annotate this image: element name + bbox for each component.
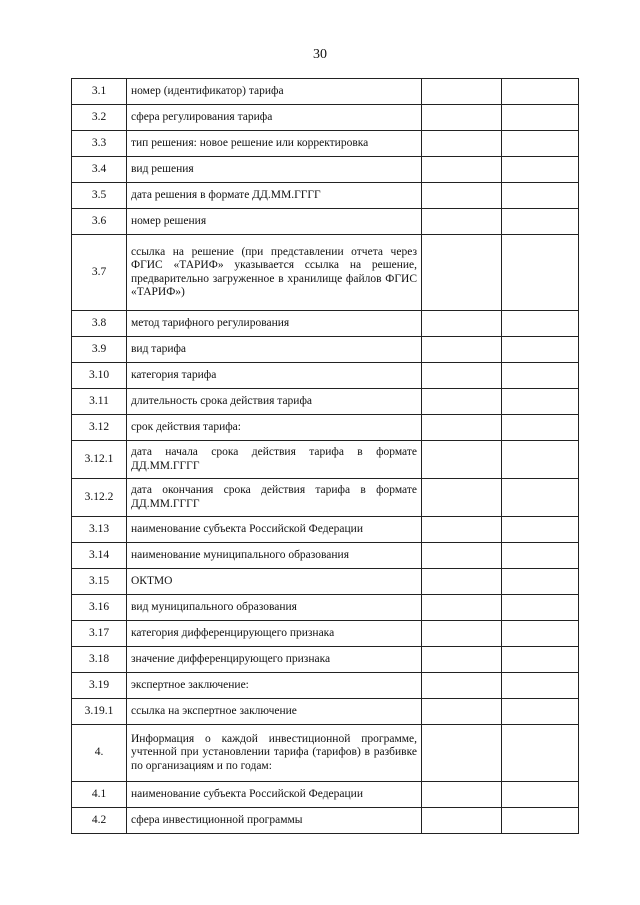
table-row <box>72 699 579 725</box>
blank-cell <box>422 389 502 415</box>
blank-cell <box>502 389 579 415</box>
blank-cell <box>422 479 502 517</box>
table-row <box>72 209 579 235</box>
row-number: 3.15 <box>72 569 127 595</box>
row-description: тип решения: новое решение или корректировка <box>127 131 422 157</box>
blank-cell <box>502 479 579 517</box>
blank-cell <box>502 157 579 183</box>
row-number: 3.4 <box>72 157 127 183</box>
blank-cell <box>422 183 502 209</box>
blank-cell <box>502 183 579 209</box>
blank-cell <box>422 808 502 834</box>
row-description: ОКТМО <box>127 569 422 595</box>
blank-cell <box>502 517 579 543</box>
blank-cell <box>422 311 502 337</box>
row-number: 3.19 <box>72 673 127 699</box>
blank-cell <box>422 209 502 235</box>
row-description: категория дифференцирующего признака <box>127 621 422 647</box>
blank-cell <box>422 131 502 157</box>
blank-cell <box>502 363 579 389</box>
table-row <box>72 157 579 183</box>
row-description: ссылка на решение (при представлении отчета через ФГИС «ТАРИФ» указывается ссылка на решение, предварительно загруженное в хранилище файлов ФГИС «ТАРИФ») <box>127 235 422 311</box>
row-number: 3.12 <box>72 415 127 441</box>
blank-cell <box>422 673 502 699</box>
row-number: 3.14 <box>72 543 127 569</box>
blank-cell <box>502 543 579 569</box>
blank-cell <box>502 621 579 647</box>
row-description: сфера инвестиционной программы <box>127 808 422 834</box>
table-row <box>72 415 579 441</box>
row-description: длительность срока действия тарифа <box>127 389 422 415</box>
blank-cell <box>502 782 579 808</box>
table-row <box>72 647 579 673</box>
row-number: 3.2 <box>72 105 127 131</box>
blank-cell <box>502 415 579 441</box>
blank-cell <box>422 517 502 543</box>
row-number: 3.3 <box>72 131 127 157</box>
row-number: 3.19.1 <box>72 699 127 725</box>
blank-cell <box>502 79 579 105</box>
table-row <box>72 235 579 311</box>
row-description: экспертное заключение: <box>127 673 422 699</box>
row-description: вид решения <box>127 157 422 183</box>
table-row <box>72 543 579 569</box>
table-row <box>72 105 579 131</box>
row-description: вид муниципального образования <box>127 595 422 621</box>
row-description: значение дифференцирующего признака <box>127 647 422 673</box>
row-description: дата окончания срока действия тарифа в формате ДД.ММ.ГГГГ <box>127 479 422 517</box>
table-row <box>72 79 579 105</box>
row-description: дата решения в формате ДД.ММ.ГГГГ <box>127 183 422 209</box>
row-number: 3.5 <box>72 183 127 209</box>
row-number: 3.18 <box>72 647 127 673</box>
row-number: 3.8 <box>72 311 127 337</box>
row-description: сфера регулирования тарифа <box>127 105 422 131</box>
blank-cell <box>422 337 502 363</box>
row-description: наименование субъекта Российской Федерации <box>127 517 422 543</box>
blank-cell <box>422 699 502 725</box>
blank-cell <box>502 725 579 782</box>
blank-cell <box>422 595 502 621</box>
table-row <box>72 782 579 808</box>
blank-cell <box>422 363 502 389</box>
blank-cell <box>502 569 579 595</box>
row-description: номер (идентификатор) тарифа <box>127 79 422 105</box>
blank-cell <box>422 105 502 131</box>
row-number: 3.10 <box>72 363 127 389</box>
table-row <box>72 131 579 157</box>
table-row <box>72 725 579 782</box>
blank-cell <box>502 337 579 363</box>
blank-cell <box>422 621 502 647</box>
blank-cell <box>502 673 579 699</box>
row-number: 3.7 <box>72 235 127 311</box>
table-row <box>72 595 579 621</box>
table-row <box>72 569 579 595</box>
row-number: 3.13 <box>72 517 127 543</box>
page-number: 30 <box>313 47 327 62</box>
blank-cell <box>422 782 502 808</box>
blank-cell <box>502 699 579 725</box>
row-description: дата начала срока действия тарифа в формате ДД.ММ.ГГГГ <box>127 441 422 479</box>
table-row <box>72 673 579 699</box>
blank-cell <box>422 441 502 479</box>
row-number: 4.2 <box>72 808 127 834</box>
blank-cell <box>422 543 502 569</box>
blank-cell <box>422 725 502 782</box>
row-number: 3.12.2 <box>72 479 127 517</box>
blank-cell <box>502 441 579 479</box>
row-number: 3.11 <box>72 389 127 415</box>
blank-cell <box>422 235 502 311</box>
table-row <box>72 621 579 647</box>
blank-cell <box>502 235 579 311</box>
table-row <box>72 183 579 209</box>
row-number: 3.12.1 <box>72 441 127 479</box>
row-description: категория тарифа <box>127 363 422 389</box>
row-description: метод тарифного регулирования <box>127 311 422 337</box>
row-number: 3.6 <box>72 209 127 235</box>
row-description: Информация о каждой инвестиционной программе, учтенной при установлении тарифа (тарифов) в разбивке по организациям и по годам: <box>127 725 422 782</box>
blank-cell <box>422 157 502 183</box>
blank-cell <box>422 647 502 673</box>
blank-cell <box>502 808 579 834</box>
row-description: вид тарифа <box>127 337 422 363</box>
blank-cell <box>502 209 579 235</box>
blank-cell <box>422 79 502 105</box>
table-row <box>72 479 579 517</box>
row-number: 3.1 <box>72 79 127 105</box>
table-row <box>72 337 579 363</box>
row-description: наименование субъекта Российской Федерации <box>127 782 422 808</box>
blank-cell <box>502 595 579 621</box>
row-number: 4.1 <box>72 782 127 808</box>
row-description: наименование муниципального образования <box>127 543 422 569</box>
table-row <box>72 441 579 479</box>
blank-cell <box>422 415 502 441</box>
row-number: 3.16 <box>72 595 127 621</box>
row-description: срок действия тарифа: <box>127 415 422 441</box>
blank-cell <box>502 311 579 337</box>
blank-cell <box>502 647 579 673</box>
table-row <box>72 808 579 834</box>
row-description: номер решения <box>127 209 422 235</box>
requirements-table <box>71 78 579 834</box>
table-row <box>72 517 579 543</box>
blank-cell <box>422 569 502 595</box>
row-number: 3.9 <box>72 337 127 363</box>
row-description: ссылка на экспертное заключение <box>127 699 422 725</box>
row-number: 3.17 <box>72 621 127 647</box>
row-number: 4. <box>72 725 127 782</box>
table-row <box>72 311 579 337</box>
table-row <box>72 363 579 389</box>
blank-cell <box>502 105 579 131</box>
blank-cell <box>502 131 579 157</box>
table-row <box>72 389 579 415</box>
